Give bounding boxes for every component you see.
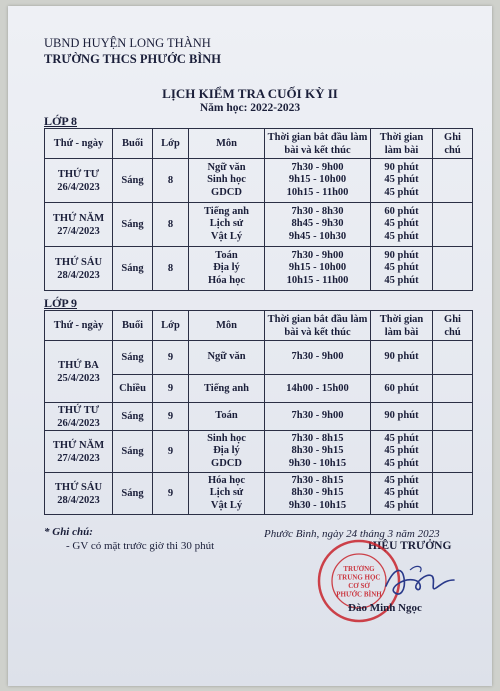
time-range-cell-line: 8h30 - 9h15 [291, 487, 344, 499]
table-row [45, 341, 473, 375]
note-cell [433, 341, 473, 375]
subject-cell-line: Toán [215, 250, 238, 262]
subject-cell-line: Hóa học [207, 274, 246, 286]
day-date-cell [45, 159, 113, 203]
subject-cell-line: Lịch sử [209, 218, 244, 230]
time-range-cell-line: 7h30 - 9h00 [291, 410, 344, 422]
column-header: Thứ - ngày [45, 129, 113, 159]
subject-cell-line: GDCD [211, 457, 242, 469]
signer-name: Đào Minh Ngọc [348, 602, 422, 614]
school-year: Năm học: 2022-2023 [199, 102, 301, 114]
duration-cell-line: 45 phút [384, 475, 419, 487]
subject-cell-line: Sinh học [207, 174, 246, 186]
duration-cell-line: 45 phút [384, 186, 419, 198]
time-range-cell [265, 341, 371, 375]
subject-cell-line: Ngữ văn [207, 162, 246, 174]
column-header: Ghi chú [433, 129, 473, 159]
duration-cell-line: 60 phút [384, 206, 419, 218]
subject-cell-line: Sinh học [207, 433, 246, 445]
note-cell [433, 247, 473, 291]
stamp-line: PHƯỚC BÌNH [336, 590, 382, 599]
subject-cell [189, 341, 265, 375]
subject-cell: Tiếng anh [189, 375, 265, 403]
time-range-cell-line: 9h30 - 10h15 [288, 457, 347, 469]
duration-cell-line: 45 phút [384, 274, 419, 286]
note-heading: * Ghi chú: [44, 526, 93, 538]
duration-cell-line: 90 phút [384, 410, 419, 422]
time-range-cell-line: 7h30 - 9h00 [291, 250, 344, 262]
duration-cell [371, 159, 433, 203]
document-page [8, 6, 492, 686]
duration-cell: 60 phút [371, 375, 433, 403]
duration-cell [371, 473, 433, 515]
column-header: Ghi chú [433, 311, 473, 341]
note-cell [433, 431, 473, 473]
duration-cell-line: 45 phút [384, 262, 419, 274]
table-row [45, 431, 473, 473]
grade9-schedule-table [44, 310, 473, 515]
exam-date: 26/4/2023 [57, 417, 100, 429]
note-line: - GV có mặt trước giờ thi 30 phút [66, 540, 215, 552]
session-cell: Sáng [113, 159, 153, 203]
session-cell: Sáng [113, 341, 153, 375]
time-range-cell-line: 9h45 - 10h30 [288, 230, 347, 242]
svg-text:TRƯỜNGTRUNG HỌCCƠ SỞPHƯỚC BÌNH [336, 565, 382, 599]
duration-cell-line: 45 phút [384, 457, 419, 469]
time-range-cell-line: 7h30 - 9h00 [291, 162, 344, 174]
stamp-line: TRƯỜNG [343, 565, 375, 573]
subject-cell [189, 473, 265, 515]
stamp-line: TRUNG HỌC [337, 573, 381, 582]
time-range-cell: 14h00 - 15h00 [265, 375, 371, 403]
day-name: THỨ NĂM [52, 212, 105, 224]
day-date-cell [45, 247, 113, 291]
column-header: Thời gian làm bài [371, 311, 433, 341]
day-name: THỨ SÁU [54, 256, 103, 268]
time-range-cell [265, 203, 371, 247]
class-cell: 9 [153, 431, 189, 473]
subject-cell-line: Lịch sử [209, 487, 244, 499]
duration-cell [371, 403, 433, 431]
school-name: TRƯỜNG THCS PHƯỚC BÌNH [44, 52, 221, 66]
time-range-cell-line: 7h30 - 9h00 [291, 351, 344, 363]
column-header: Buổi [113, 311, 153, 341]
day-date-cell [45, 473, 113, 515]
duration-cell-line: 45 phút [384, 445, 419, 457]
subject-cell [189, 159, 265, 203]
exam-date: 26/4/2023 [57, 181, 100, 193]
time-range-cell-line: 7h30 - 8h30 [291, 206, 344, 218]
day-name: THỨ NĂM [52, 439, 105, 451]
time-range-cell-line: 9h30 - 10h15 [288, 499, 347, 511]
duration-cell [371, 203, 433, 247]
exam-date: 27/4/2023 [57, 452, 100, 464]
column-header: Lớp [153, 311, 189, 341]
column-header: Lớp [153, 129, 189, 159]
class-cell: 9 [153, 473, 189, 515]
exam-date: 28/4/2023 [57, 494, 100, 506]
session-cell: Sáng [113, 403, 153, 431]
district-name: UBND HUYỆN LONG THÀNH [44, 36, 211, 50]
duration-cell-line: 45 phút [384, 174, 419, 186]
time-range-cell-line: 7h30 - 8h15 [291, 475, 344, 487]
class-cell: 9 [153, 341, 189, 375]
day-name: THỨ TƯ [57, 404, 100, 416]
time-range-cell [265, 403, 371, 431]
subject-cell [189, 403, 265, 431]
class-cell: 9 [153, 403, 189, 431]
column-header: Thứ - ngày [45, 311, 113, 341]
time-range-cell [265, 247, 371, 291]
page-title: LỊCH KIỂM TRA CUỐI KỲ II [162, 86, 338, 101]
duration-cell [371, 431, 433, 473]
grade9-label: LỚP 9 [44, 296, 78, 310]
note-cell [433, 473, 473, 515]
column-header: Thời gian bắt đầu làm bài và kết thúc [265, 311, 371, 341]
time-range-cell [265, 473, 371, 515]
subject-cell-line: GDCD [211, 186, 242, 198]
day-name: THỨ TƯ [57, 168, 100, 180]
session-cell: Sáng [113, 203, 153, 247]
time-range-cell-line: 9h15 - 10h00 [288, 174, 347, 186]
column-header: Buổi [113, 129, 153, 159]
subject-cell-line: Vật Lý [210, 230, 243, 242]
exam-date: 25/4/2023 [57, 372, 100, 384]
subject-cell-line: Toán [215, 410, 238, 422]
subject-cell-line: Địa lý [213, 445, 240, 457]
duration-cell-line: 45 phút [384, 487, 419, 499]
subject-cell [189, 247, 265, 291]
column-header: Môn [189, 129, 265, 159]
session-cell: Sáng [113, 431, 153, 473]
day-date-cell [45, 341, 113, 403]
column-header: Thời gian làm bài [371, 129, 433, 159]
grade8-label: LỚP 8 [44, 114, 78, 128]
signer-role: HIỆU TRƯỞNG [368, 540, 452, 552]
table-header-row [45, 129, 473, 159]
time-range-cell [265, 431, 371, 473]
subject-cell-line: Vật Lý [210, 499, 243, 511]
table-row [45, 203, 473, 247]
note-cell [433, 375, 473, 403]
duration-cell [371, 341, 433, 375]
subject-cell-line: Tiếng anh [203, 206, 250, 218]
table-row [45, 247, 473, 291]
column-header: Môn [189, 311, 265, 341]
day-date-cell [45, 203, 113, 247]
table-row [45, 159, 473, 203]
subject-cell-line: Địa lý [213, 262, 240, 274]
duration-cell-line: 45 phút [384, 499, 419, 511]
session-cell: Sáng [113, 473, 153, 515]
column-header: Thời gian bắt đầu làm bài và kết thúc [265, 129, 371, 159]
duration-cell-line: 90 phút [384, 162, 419, 174]
table-row [45, 403, 473, 431]
place-date: Phước Bình, ngày 24 tháng 3 năm 2023 [264, 528, 440, 540]
session-cell: Chiều [113, 375, 153, 403]
table-header-row [45, 311, 473, 341]
class-cell: 8 [153, 247, 189, 291]
subject-cell-line: Ngữ văn [207, 351, 246, 363]
handwritten-signature [380, 558, 460, 602]
class-cell: 9 [153, 375, 189, 403]
duration-cell-line: 45 phút [384, 230, 419, 242]
session-cell: Sáng [113, 247, 153, 291]
day-name: THỨ BA [58, 359, 99, 371]
time-range-cell-line: 9h15 - 10h00 [288, 262, 347, 274]
stamp-line: CƠ SỞ [348, 582, 370, 590]
time-range-cell-line: 8h45 - 9h30 [291, 218, 344, 230]
subject-cell [189, 203, 265, 247]
day-date-cell [45, 403, 113, 431]
note-cell [433, 203, 473, 247]
subject-cell-line: Hóa học [207, 475, 246, 487]
day-date-cell [45, 431, 113, 473]
note-cell [433, 403, 473, 431]
duration-cell-line: 45 phút [384, 218, 419, 230]
time-range-cell-line: 10h15 - 11h00 [286, 274, 349, 286]
duration-cell-line: 45 phút [384, 433, 419, 445]
time-range-cell-line: 7h30 - 8h15 [291, 433, 344, 445]
class-cell: 8 [153, 203, 189, 247]
day-name: THỨ SÁU [54, 481, 103, 493]
time-range-cell-line: 10h15 - 11h00 [286, 186, 349, 198]
time-range-cell-line: 8h30 - 9h15 [291, 445, 344, 457]
subject-cell [189, 431, 265, 473]
duration-cell-line: 90 phút [384, 351, 419, 363]
exam-date: 27/4/2023 [57, 225, 100, 237]
note-cell [433, 159, 473, 203]
duration-cell [371, 247, 433, 291]
duration-cell-line: 90 phút [384, 250, 419, 262]
class-cell: 8 [153, 159, 189, 203]
grade8-schedule-table [44, 128, 473, 291]
exam-date: 28/4/2023 [57, 269, 100, 281]
time-range-cell [265, 159, 371, 203]
table-row [45, 473, 473, 515]
